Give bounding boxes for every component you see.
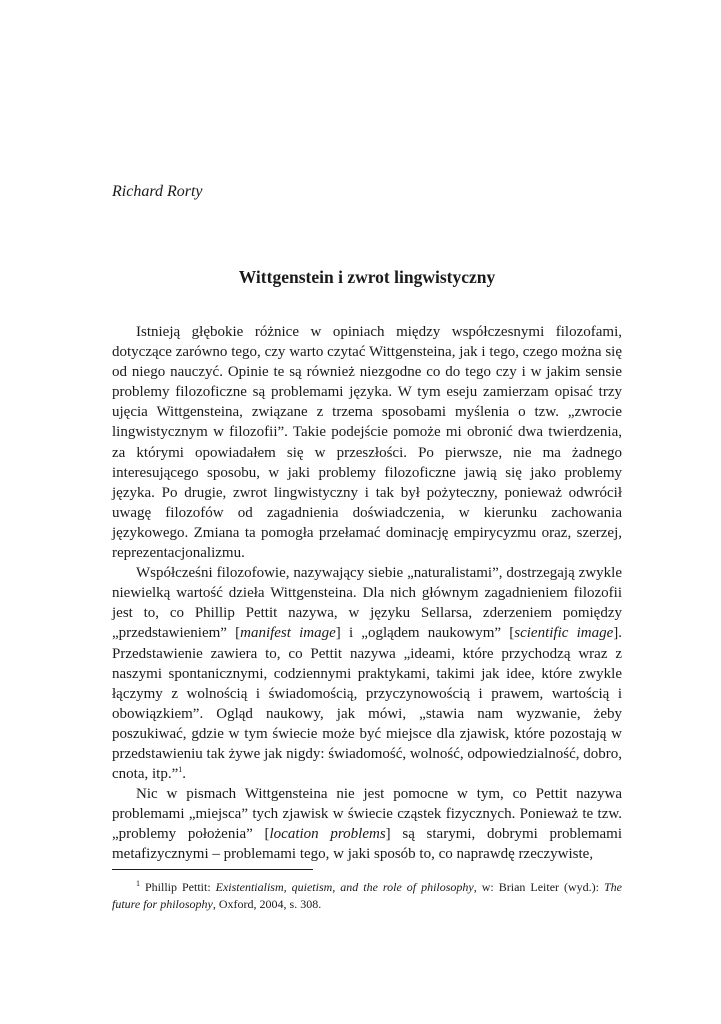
footnote-marker: 1 xyxy=(136,879,140,888)
italic-term: Existentialism, quietism, and the role of philosophy xyxy=(215,880,474,894)
text-run: ]. Przedstawienie zawiera to, co Pettit nazywa „ideami, które przychodzą wraz z naszymi spontanicznymi, codziennymi praktykami, takimi jak idee, które zwykle łączymy z wolnością i świadomością, przyczynowością i prawem, wartością i obowiązkiem”. Ogląd naukowy, jak mówi, „stawia nam wyzwanie, żeby poszukiwać, gdzie w tym świecie może być miejsce dla zjawisk, które pozostają w przedstawieniu tak żywe jak nigdy: świadomość, wolność, odpowiedzialność, dobro, cnota, itp.” xyxy=(112,625,622,783)
italic-term: The future for philosophy xyxy=(112,880,622,911)
italic-term: scientific image xyxy=(514,625,614,642)
italic-term: location problems xyxy=(269,826,386,843)
text-run: Nic w pismach Wittgensteina nie jest pomocne w tym, co Pettit nazywa problemami „miejsca” tych zjawisk w świecie cząstek fizycznych. Ponieważ te tzw. „problemy położenia” [ xyxy=(112,786,622,843)
author-name: Richard Rorty xyxy=(112,183,203,200)
text-run: Istnieją głębokie różnice w opiniach między współczesnymi filozofami, dotyczące zarówno tego, czy warto czytać Wittgensteina, jak i tego, czego można się od niego nauczyć. Opinie te są również niezgodne co do tego czy i w jakim sensie problemy filozoficzne są problemami języka. W tym eseju zamierzam opisać trzy ujęcia Wittgensteina, związane z trzema sposobami myślenia o tzw. „zwrocie lingwistycznym w filozofii”. Takie podejście pomoże mi obronić dwa twierdzenia, za którymi opowiadałem się w przeszłości. Po pierwsze, nie ma żadnego interesującego sposobu, w jaki problemy filozoficzne jawią się jako problemy języka. Po drugie, zwrot lingwistyczny i tak był pożyteczny, ponieważ odwrócił uwagę filozofów od zagadnienia doświadczenia, w kierunku zachowania językowego. Zmiana ta pomogła przełamać dominację empirycyzmu oraz, szerzej, reprezentacjonalizmu. xyxy=(112,324,622,562)
text-run: Phillip Pettit: xyxy=(140,880,216,894)
footnote-marker: 1 xyxy=(178,765,183,775)
article-body xyxy=(112,322,622,865)
text-run: , Oxford, 2004, s. 308. xyxy=(212,897,322,911)
text-run: Współcześni filozofowie, nazywający siebie „naturalistami”, dostrzegają zwykle niewielką wartość dzieła Wittgensteina. Dla nich głównym zagadnieniem filozofii jest to, co Phillip Pettit nazywa, w języku Sellarsa, zderzeniem pomiędzy „przedstawieniem” [ xyxy=(112,565,622,642)
italic-term: manifest image xyxy=(240,625,336,642)
article-title: Wittgenstein i zwrot lingwistyczny xyxy=(238,267,496,287)
footnote-divider xyxy=(112,869,313,870)
text-run: , w: Brian Leiter (wyd.): xyxy=(473,880,604,894)
text-run: ] i „oglądem naukowym” [ xyxy=(335,625,515,642)
paragraph xyxy=(112,563,622,784)
text-run: . xyxy=(182,766,186,783)
paragraph xyxy=(112,784,622,864)
paragraph xyxy=(112,322,622,563)
footnote xyxy=(112,879,622,913)
text-run: ] są starymi, dobrymi problemami metafizycznymi – problemami tego, w jaki sposób to, co naprawdę rzeczywiste, xyxy=(112,826,623,863)
